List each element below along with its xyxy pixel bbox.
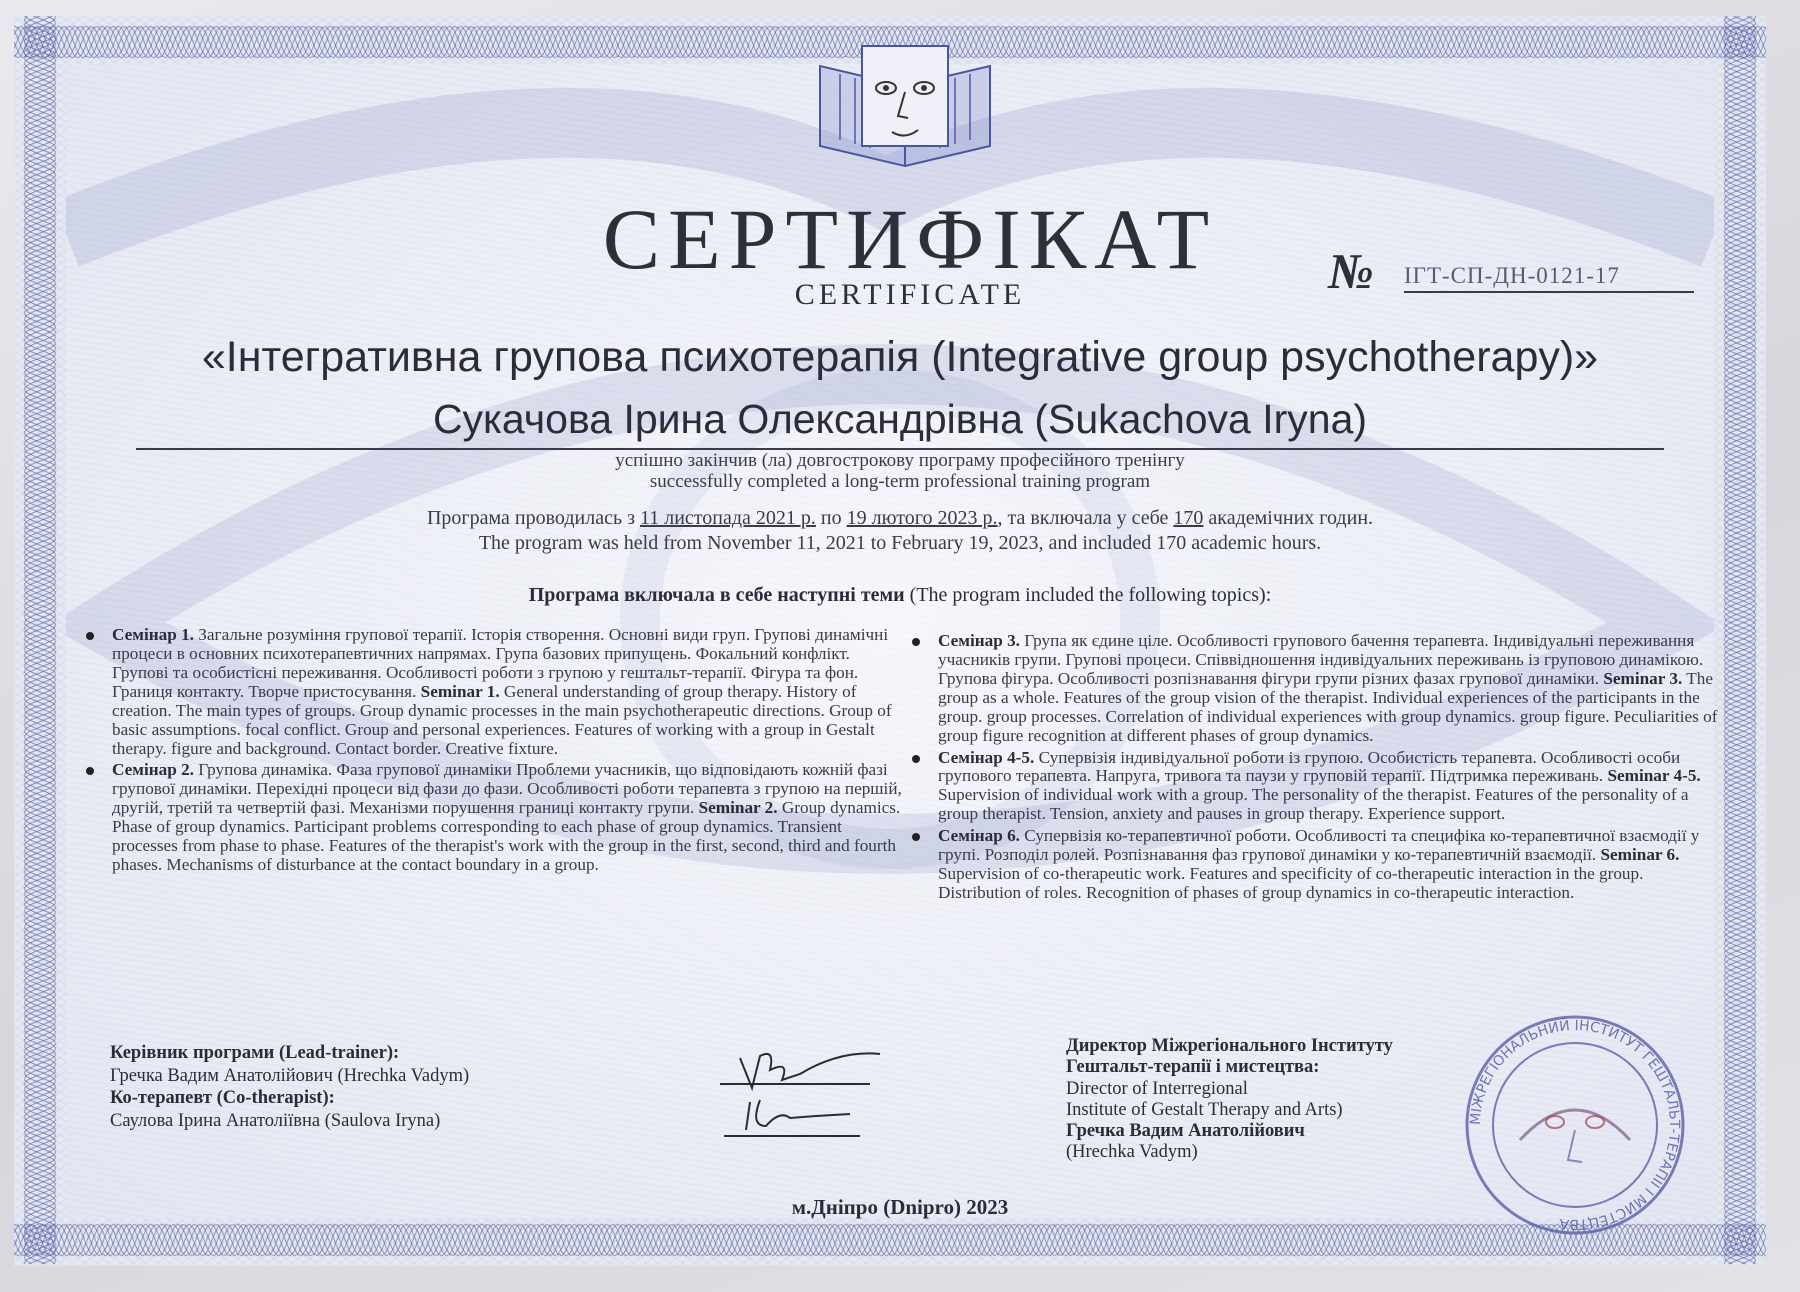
trainers-block (110, 1042, 670, 1132)
signatures (720, 1030, 900, 1140)
hours-count: 170 (1173, 507, 1204, 529)
seminar-item (938, 632, 1718, 746)
seminars-right-column (938, 632, 1718, 906)
number-sign: № (1328, 243, 1374, 299)
period-ua: Програма проводилась з 11 листопада 2021 р. по 19 лютого 2023 р., та включала у себе 170 академічних годин. (426, 507, 1374, 529)
director-label-en-2: Institute of Gestalt Therapy and Arts) (1066, 1099, 1343, 1120)
seminar-text-en: General understanding of group therapy. History of creation. The main types of groups. Group dynamic processes in the main psychotherapeutic directions. Group of basic assumptions. focal conflict. Group and personal experiences. Features of working with a group in Gestalt therapy. figure and background. Contact border. Creative fixture. (112, 681, 892, 758)
topics-heading: Програма включала в себе наступні теми (The program included the following topics): (528, 584, 1272, 606)
end-date: 19 лютого 2023 р. (846, 507, 998, 529)
director-label-en-1: Director of Interregional (1066, 1078, 1248, 1099)
program-title: «Інтегративна групова психотерапія (Integrative group psychotherapy)» (201, 333, 1599, 381)
recipient-name: Сукачова Ірина Олександрівна (Sukachova Iryna) (136, 395, 1664, 450)
seminar-item (938, 827, 1718, 903)
lead-trainer-label: Керівник програми (Lead-trainer): (110, 1043, 400, 1063)
seminar-title-en: Seminar 3. (1603, 668, 1683, 688)
seminar-text-ua: Групова динаміка. Фаза групової динаміки Проблеми учасників, що відповідають кожній фазі групової динаміки. Перехідні процеси від фази до фази. Особливості роботи терапевта з групою на першій, другій, третій та четвертій фазі. Механізми порушення границі контакту групи. (112, 760, 902, 818)
seminar-title-ua: Семінар 4-5. (938, 747, 1035, 767)
seminar-item (938, 749, 1718, 825)
seminar-text-en: Group dynamics. Phase of group dynamics. Participant problems corresponding to each phase of group dynamics. Transient processes from phase to phase. Features of the therapist's work with the group in the first, second, third and fourth phases. Mechanisms of disturbance at the contact boundary in a group. (112, 798, 901, 875)
seminar-title-en: Seminar 4-5. (1607, 766, 1701, 786)
seminar-text-ua: Група як єдине ціле. Особливості групового бачення терапевта. Індивідуальні переживання учасників групи. Групові процеси. Співвідношення індивідуальних переживань із груповою динамікою. Групова фігура. Особливості розпізнавання фігури групи різних фазах групової динаміки. (938, 631, 1704, 688)
director-label-ua-1: Директор Міжрегіонального Інституту (1066, 1036, 1393, 1056)
svg-text:МІЖРЕГІОНАЛЬНИЙ ІНСТИТУТ ГЕШТА: МІЖРЕГІОНАЛЬНИЙ ІНСТИТУТ ГЕШТАЛЬТ-ТЕРАПІЇ І МИСТЕЦТВА (1467, 1017, 1683, 1233)
seminar-text-ua: Загальне розуміння групової терапії. Історія створення. Основні види груп. Групові динамічні процеси в основних психотерапевтичних напрямах. Група базових припущень. Фокальний конфлікт. Групові та особистісні переживання. Особливості роботи з групою у гештальт-терапії. Фігура та фон. Границя контакту. Творче пристосування. (112, 625, 889, 701)
lead-trainer-name: Гречка Вадим Анатолійович (Hrechka Vadym) (110, 1065, 470, 1086)
seminar-title-ua: Семінар 1. (112, 625, 194, 644)
co-therapist-label: Ко-терапевт (Co-therapist): (110, 1088, 335, 1109)
seminar-text-ua: Супервізія індивідуальної роботи із групою. Особистість терапевта. Особливості особи групового терапевта. Напруга, тривога та паузи у груповій терапії. Підтримка переживань. (938, 747, 1681, 786)
director-name-ua: Гречка Вадим Анатолійович (1066, 1121, 1305, 1142)
certificate-subtitle: CERTIFICATE (794, 278, 1026, 311)
seminar-title-ua: Семінар 3. (938, 631, 1020, 650)
institute-logo (800, 36, 1010, 176)
program-period (280, 506, 1520, 556)
seminar-text-ua: Супервізія ко-терапевтичної роботи. Особливості та специфіка ко-терапевтичної взаємодії у групі. Розподіл ролей. Розпізнавання фаз групової динаміки у ко-терапевтичній взаємодії. (938, 826, 1700, 865)
seminar-text-en: Supervision of individual work with a group. The personality of the therapist. Features of the personality of a group therapist. Tension, anxiety and pauses in group therapy. Experience support. (938, 785, 1689, 824)
seminar-item (112, 761, 902, 875)
city-year: м.Дніпро (Dnipro) 2023 (791, 1195, 1009, 1219)
seminar-text-en: Supervision of co-therapeutic work. Features and specificity of co-therapeutic interaction in the group. Distribution of roles. Recognition of phases of group dynamics in co-therapeutic interaction. (938, 864, 1644, 902)
certificate-number: ІГТ-СП-ДН-0121-17 (1404, 262, 1694, 293)
institute-stamp (1460, 1010, 1690, 1240)
seminar-title-en: Seminar 1. (420, 681, 500, 701)
seminar-text-en: The group as a whole. Features of the group vision of the therapist. Individual experiences of the participants in the group. group processes. Correlation of individual experiences with group dynamics. group figure. Peculiarities of group figure recognition at different phases of group dynamics. (938, 668, 1718, 745)
completion-ua: успішно закінчив (ла) довгострокову програму професійного тренінгу (615, 450, 1185, 471)
completion-statement (400, 450, 1400, 493)
seminar-title-ua: Семінар 6. (938, 826, 1020, 846)
director-label-ua-2: Гештальт-терапії і мистецтва: (1066, 1057, 1320, 1078)
co-therapist-name: Саулова Ірина Анатоліївна (Saulova Iryna) (110, 1110, 441, 1131)
start-date: 11 листопада 2021 р. (639, 507, 816, 529)
seminar-title-ua: Семінар 2. (112, 760, 194, 780)
director-name-en: (Hrechka Vadym) (1066, 1142, 1198, 1163)
seminar-item (112, 626, 902, 758)
seminar-title-en: Seminar 6. (1600, 845, 1680, 865)
completion-en: successfully completed a long-term professional training program (649, 471, 1151, 493)
certificate-title: СЕРТИФІКАТ (602, 191, 1218, 287)
seminars-left-column (112, 626, 902, 878)
period-en: The program was held from November 11, 2021 to February 19, 2023, and included 170 academic hours. (478, 532, 1322, 554)
seminar-title-en: Seminar 2. (698, 798, 778, 818)
